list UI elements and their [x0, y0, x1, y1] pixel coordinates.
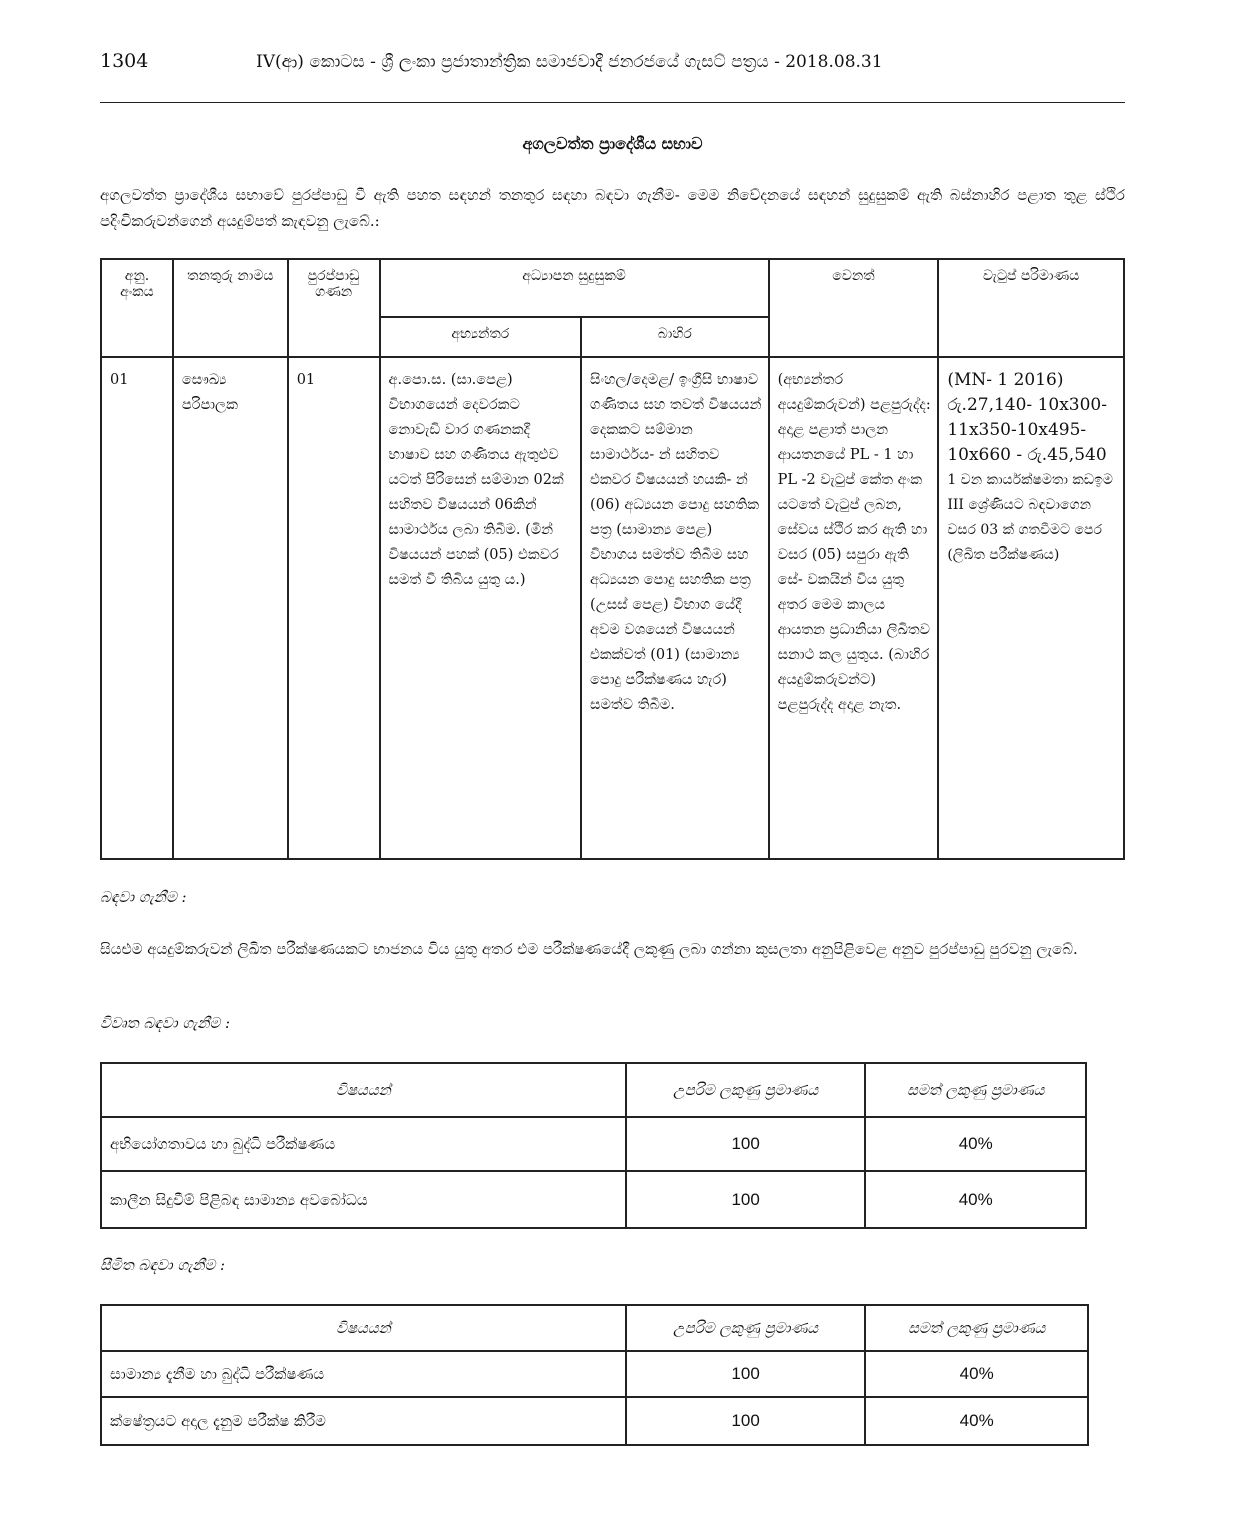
- salary-scale-text: රු.27,140- 10x300- 11x350-10x495- 10x660 - රු.45,540: [947, 395, 1107, 465]
- recruitment-label: බඳවා ගැනීම :: [100, 888, 187, 906]
- table-row: [101, 1351, 1088, 1397]
- header-max-marks: උපරිම ලකුණු ප්‍රමාණය: [626, 1305, 866, 1351]
- vacancy-table: [100, 258, 1125, 860]
- gazette-header-title: IV(ආ) කොටස - ශ්‍රී ලංකා ප්‍රජාතාන්ත්‍රික සමාජවාදී ජනරජයේ ගැසට් පත්‍රය - 2018.08.31: [256, 52, 883, 72]
- cell-other-requirements: (අභ්‍යන්තර අයදුම්කරුවන්) පළපුරුද්ද: අදාළ පළාත් පාලන ආයතනයේ PL - 1 හා PL -2 වැටුප් කේත අංක යටතේ වැටුප් ලබන, සේවය ස්ථිර කර ඇති හා වසර (05) සපුරා ඇති සේ- වකයින් විය යුතු අතර මෙම කාලය ආයතන ප්‍රධානියා ලිඛිතව සනාථ කල යුතුය. (බාහිර අයදුම්කරුවන්ට) පළපුරුද්ද අදාළ නැත.: [769, 357, 939, 859]
- open-recruitment-label: විවෘත බඳවා ගැනීම :: [100, 1014, 231, 1032]
- salary-code: (MN- 1 2016): [947, 370, 1064, 390]
- cell-subject: සාමාන්‍ය දැනීම හා බුද්ධි පරීක්ෂණය: [101, 1351, 626, 1397]
- cell-external-qualifications: සිංහල/දෙමළ/ ඉංග්‍රීසි භාෂාව ගණිතය සහ තවත් විෂයයන් දෙකකට සම්මාන සාමාර්ථය- න් සහිතව එකවර විෂයයන් හයකි- න් (06) අධ්‍යයන පොදු සහතික පත්‍ර (සාමාන්‍ය පෙළ) විභාගය සමත්ව තිබීම සහ අධ්‍යයන පොදු සහතික පත්‍ර (උසස් පෙළ) විභාග යේදී අවම වශයෙන් විෂයයන් එකක්වත් (01) (සාමාන්‍ය පොදු පරීක්ෂණය හැර) සමත්ව තිබීම.: [581, 357, 769, 859]
- cell-serial: 01: [101, 357, 173, 859]
- table-row: [101, 1171, 1086, 1228]
- cell-max-marks: 100: [626, 1171, 866, 1228]
- salary-note: 1 වන කාර්යක්ෂමතා කඩඉම III ශ්‍රේණියට බඳවාගෙන වසර 03 ක් ගතවීමට පෙර (ලිඛිත පරීක්ෂණය): [947, 472, 1113, 563]
- header-pass-marks: සමත් ලකුණු ප්‍රමාණය: [865, 1305, 1088, 1351]
- header-post-name: තනතුරු නාමය: [173, 259, 288, 357]
- cell-subject: කාලීන සිදුවීම් පිළිබඳ සාමාන්‍ය අවබෝධය: [101, 1171, 626, 1228]
- header-vacancies: පුරප්පාඩු ගණන: [288, 259, 380, 357]
- cell-pass-marks: 40%: [865, 1397, 1088, 1445]
- table-row: [101, 1117, 1086, 1171]
- cell-internal-qualifications: අ.පො.ස. (සා.පෙළ) විභාගයෙන් දෙවරකට නොවැඩි වාර ගණනකදී භාෂාව සහ ගණිතය ඇතුළුව යටත් පිරිසෙන් සම්මාන 02ක් සහිතව විෂයයන් 06කින් සාමාර්ථය ලබා තිබීම. (මින් විෂයයන් පහක් (05) එකවර සමත් වී තිබිය යුතු ය.): [380, 357, 581, 859]
- header-serial: අනු. අංකය: [101, 259, 173, 357]
- intro-paragraph: අගලවත්ත ප්‍රාදේශීය සභාවේ පුරප්පාඩු වී ඇති පහත සඳහන් තනතුර සඳහා බඳවා ගැනීම- මෙම නිවේදනයේ සඳහන් සුදුසුකම් ඇති බස්නාහිර පළාත තුළ ස්ථිර පදිංචිකරුවන්ගෙන් අයදුම්පත් කැඳවනු ලැබේ.:: [100, 186, 1125, 230]
- table-row: [101, 1397, 1088, 1445]
- header-divider: [100, 102, 1125, 103]
- page-number: 1304: [100, 50, 149, 72]
- table-row: [101, 357, 1124, 859]
- header-max-marks: උපරිම ලකුණු ප්‍රමාණය: [626, 1063, 866, 1117]
- header-other: වෙනත්: [769, 259, 939, 357]
- header-subjects: විෂයයන්: [101, 1063, 626, 1117]
- limited-recruitment-label: සීමිත බඳවා ගැනීම :: [100, 1256, 226, 1274]
- header-pass-marks: සමත් ලකුණු ප්‍රමාණය: [865, 1063, 1086, 1117]
- cell-subject: අභියෝගතාවය හා බුද්ධි පරීක්ෂණය: [101, 1117, 626, 1171]
- cell-pass-marks: 40%: [865, 1117, 1086, 1171]
- cell-pass-marks: 40%: [865, 1171, 1086, 1228]
- cell-max-marks: 100: [626, 1351, 866, 1397]
- header-salary: වැටුප් පරිමාණය: [938, 259, 1124, 357]
- cell-subject: ක්ෂේත්‍රයට අදාල දැනුම පරීක්ෂ කිරීම: [101, 1397, 626, 1445]
- recruitment-paragraph: සියළුම අයදුම්කරුවන් ලිඛිත පරීක්ෂණයකට භාජනය විය යුතු අතර එම පරීක්ෂණයේදී ලකුණු ලබා ගන්නා කුසලතා අනුපිළිවෙළ අනුව පුරප්පාඩු පුරවනු ලැබේ.: [100, 940, 1078, 958]
- cell-pass-marks: 40%: [865, 1351, 1088, 1397]
- open-recruitment-table: [100, 1062, 1087, 1229]
- header-external: බාහිර: [581, 317, 769, 357]
- header-internal: අභ්‍යන්තර: [380, 317, 581, 357]
- cell-max-marks: 100: [626, 1117, 866, 1171]
- header-subjects: විෂයයන්: [101, 1305, 626, 1351]
- cell-post-name: සෞඛ්‍ය පරිපාලක: [173, 357, 288, 859]
- limited-recruitment-table: [100, 1304, 1089, 1446]
- cell-vacancies: 01: [288, 357, 380, 859]
- cell-max-marks: 100: [626, 1397, 866, 1445]
- cell-salary-scale: [938, 357, 1124, 859]
- header-education: අධ්‍යාපන සුදුසුකම්: [380, 259, 769, 317]
- council-heading: අගලවත්ත ප්‍රාදේශීය සභාව: [522, 134, 703, 153]
